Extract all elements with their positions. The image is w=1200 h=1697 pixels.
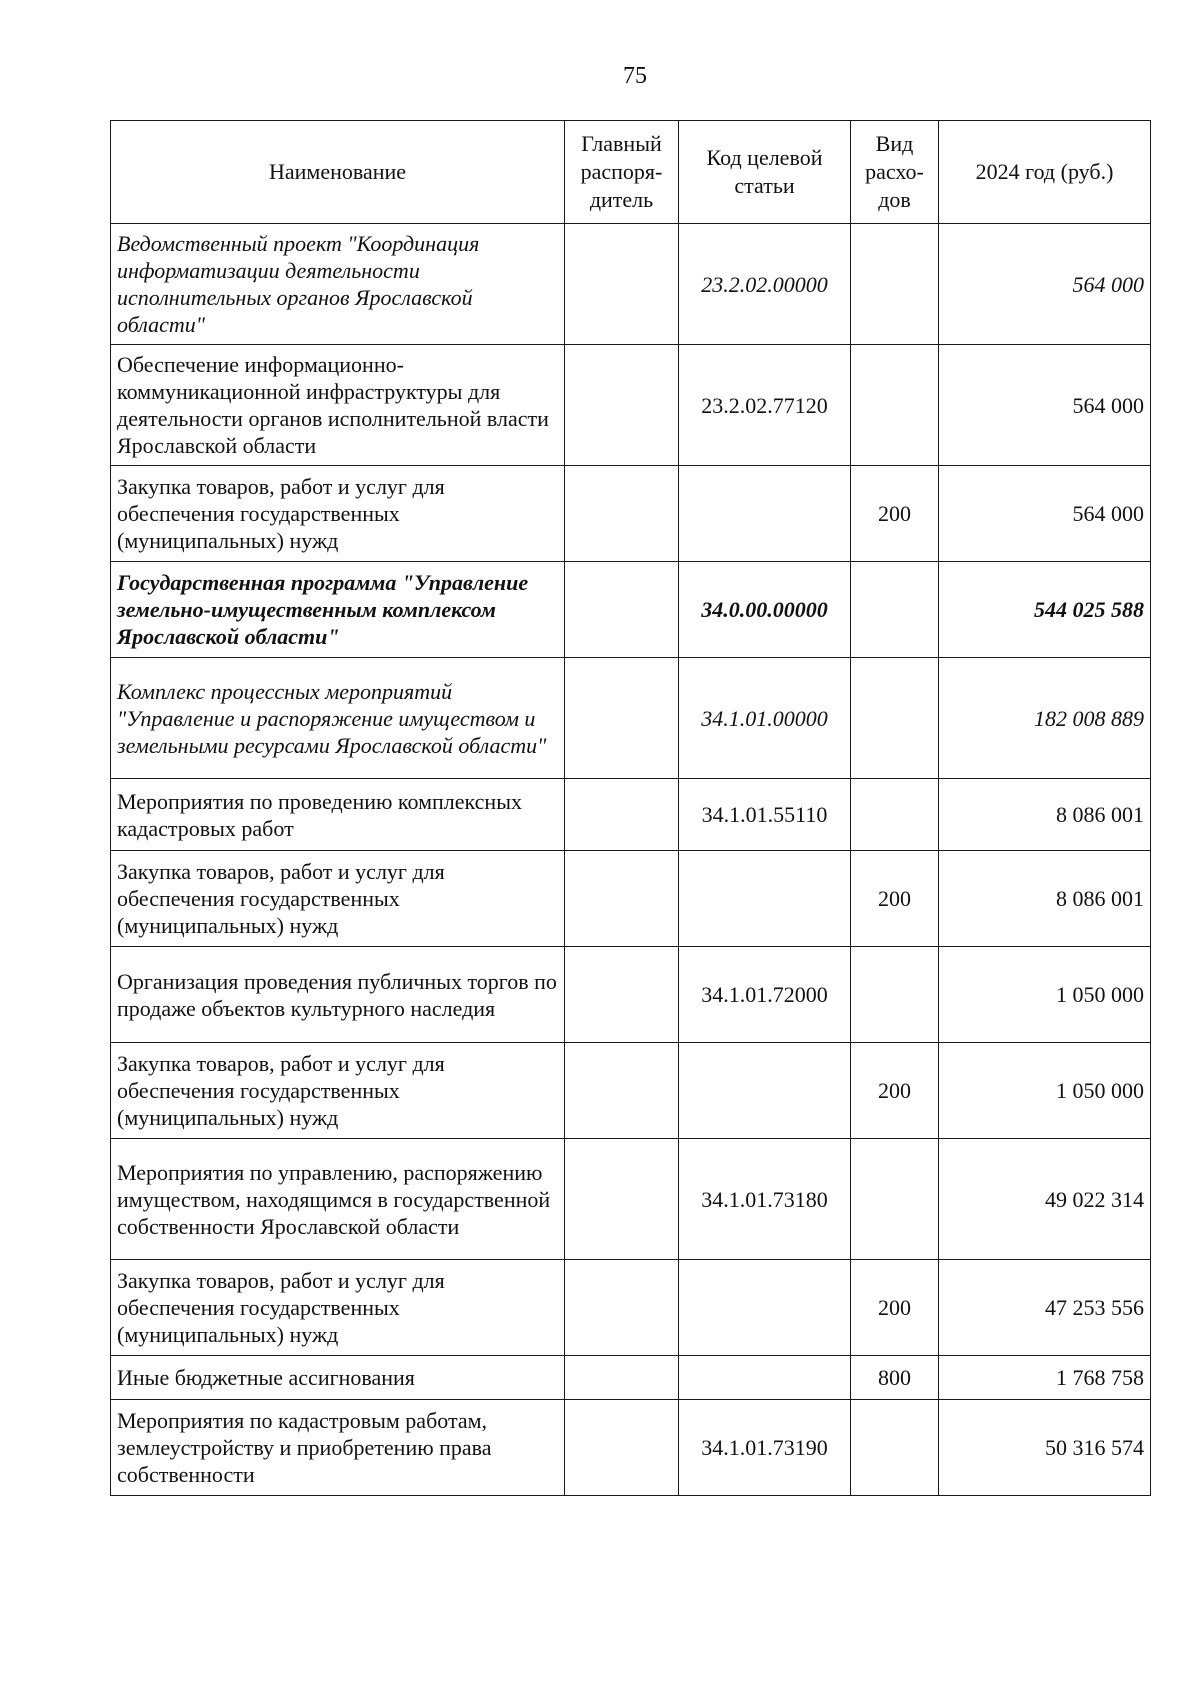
- row-name: Ведомственный проект "Координация информатизации деятельности исполнительных органов Ярославской области": [111, 224, 565, 345]
- table-row: [111, 1260, 1151, 1356]
- row-expense-kind: [851, 345, 939, 466]
- row-target-code: 34.1.01.73190: [679, 1400, 851, 1496]
- row-sum: 50 316 574: [939, 1400, 1151, 1496]
- row-main-manager: [565, 658, 679, 779]
- row-sum: 1 050 000: [939, 947, 1151, 1043]
- table-row: [111, 1356, 1151, 1400]
- table-body: [111, 224, 1151, 1496]
- row-main-manager: [565, 224, 679, 345]
- row-expense-kind: [851, 224, 939, 345]
- page-number: 75: [623, 63, 647, 89]
- row-name: Мероприятия по кадастровым работам, землеустройству и приобретению права собственности: [111, 1400, 565, 1496]
- row-sum: 182 008 889: [939, 658, 1151, 779]
- header-expense-kind: Вид расхо-дов: [851, 121, 939, 224]
- row-sum: 1 050 000: [939, 1043, 1151, 1139]
- row-sum: 49 022 314: [939, 1139, 1151, 1260]
- row-main-manager: [565, 466, 679, 562]
- header-target-code: Код целевой статьи: [679, 121, 851, 224]
- row-main-manager: [565, 947, 679, 1043]
- table-row: [111, 1043, 1151, 1139]
- row-sum: 8 086 001: [939, 779, 1151, 851]
- row-name: Обеспечение информационно-коммуникационной инфраструктуры для деятельности органов исполнительной власти Ярославской области: [111, 345, 565, 466]
- row-main-manager: [565, 1139, 679, 1260]
- row-sum: 544 025 588: [939, 562, 1151, 658]
- budget-table: [110, 120, 1151, 1496]
- row-main-manager: [565, 851, 679, 947]
- row-expense-kind: [851, 779, 939, 851]
- row-name: Мероприятия по проведению комплексных кадастровых работ: [111, 779, 565, 851]
- row-target-code: 34.1.01.00000: [679, 658, 851, 779]
- row-target-code: 34.1.01.73180: [679, 1139, 851, 1260]
- row-target-code: 23.2.02.77120: [679, 345, 851, 466]
- table-row: [111, 224, 1151, 345]
- row-expense-kind: 800: [851, 1356, 939, 1400]
- row-sum: 564 000: [939, 345, 1151, 466]
- table-row: [111, 658, 1151, 779]
- row-target-code: [679, 1356, 851, 1400]
- row-target-code: [679, 1043, 851, 1139]
- row-expense-kind: [851, 562, 939, 658]
- header-row: [111, 121, 1151, 224]
- row-main-manager: [565, 1043, 679, 1139]
- row-name: Комплекс процессных мероприятий "Управление и распоряжение имуществом и земельными ресурсами Ярославской области": [111, 658, 565, 779]
- table-row: [111, 466, 1151, 562]
- row-expense-kind: 200: [851, 1043, 939, 1139]
- row-target-code: [679, 466, 851, 562]
- row-name: Закупка товаров, работ и услуг для обеспечения государственных (муниципальных) нужд: [111, 1043, 565, 1139]
- row-main-manager: [565, 345, 679, 466]
- row-target-code: 34.0.00.00000: [679, 562, 851, 658]
- row-name: Мероприятия по управлению, распоряжению имуществом, находящимся в государственной собственности Ярославской области: [111, 1139, 565, 1260]
- row-name: Закупка товаров, работ и услуг для обеспечения государственных (муниципальных) нужд: [111, 1260, 565, 1356]
- table-row: [111, 851, 1151, 947]
- row-sum: 47 253 556: [939, 1260, 1151, 1356]
- row-main-manager: [565, 1356, 679, 1400]
- row-sum: 564 000: [939, 466, 1151, 562]
- row-sum: 1 768 758: [939, 1356, 1151, 1400]
- row-name: Закупка товаров, работ и услуг для обеспечения государственных (муниципальных) нужд: [111, 466, 565, 562]
- row-target-code: [679, 1260, 851, 1356]
- row-target-code: 34.1.01.55110: [679, 779, 851, 851]
- row-expense-kind: [851, 1139, 939, 1260]
- row-name: Организация проведения публичных торгов по продаже объектов культурного наследия: [111, 947, 565, 1043]
- row-name: Иные бюджетные ассигнования: [111, 1356, 565, 1400]
- header-main-manager: Главный распоря-дитель: [565, 121, 679, 224]
- row-sum: 8 086 001: [939, 851, 1151, 947]
- row-expense-kind: [851, 658, 939, 779]
- row-name: Закупка товаров, работ и услуг для обеспечения государственных (муниципальных) нужд: [111, 851, 565, 947]
- table-header: [111, 121, 1151, 224]
- row-sum: 564 000: [939, 224, 1151, 345]
- header-sum-2024: 2024 год (руб.): [939, 121, 1151, 224]
- row-expense-kind: 200: [851, 851, 939, 947]
- row-expense-kind: [851, 1400, 939, 1496]
- row-expense-kind: [851, 947, 939, 1043]
- table-row: [111, 562, 1151, 658]
- row-main-manager: [565, 1260, 679, 1356]
- row-main-manager: [565, 779, 679, 851]
- row-target-code: 34.1.01.72000: [679, 947, 851, 1043]
- table-row: [111, 1139, 1151, 1260]
- row-main-manager: [565, 562, 679, 658]
- table-row: [111, 779, 1151, 851]
- row-name: Государственная программа "Управление земельно-имущественным комплексом Ярославской области": [111, 562, 565, 658]
- table-row: [111, 947, 1151, 1043]
- header-name: Наименование: [111, 121, 565, 224]
- table-row: [111, 1400, 1151, 1496]
- row-expense-kind: 200: [851, 466, 939, 562]
- row-expense-kind: 200: [851, 1260, 939, 1356]
- table-row: [111, 345, 1151, 466]
- row-target-code: 23.2.02.00000: [679, 224, 851, 345]
- row-main-manager: [565, 1400, 679, 1496]
- row-target-code: [679, 851, 851, 947]
